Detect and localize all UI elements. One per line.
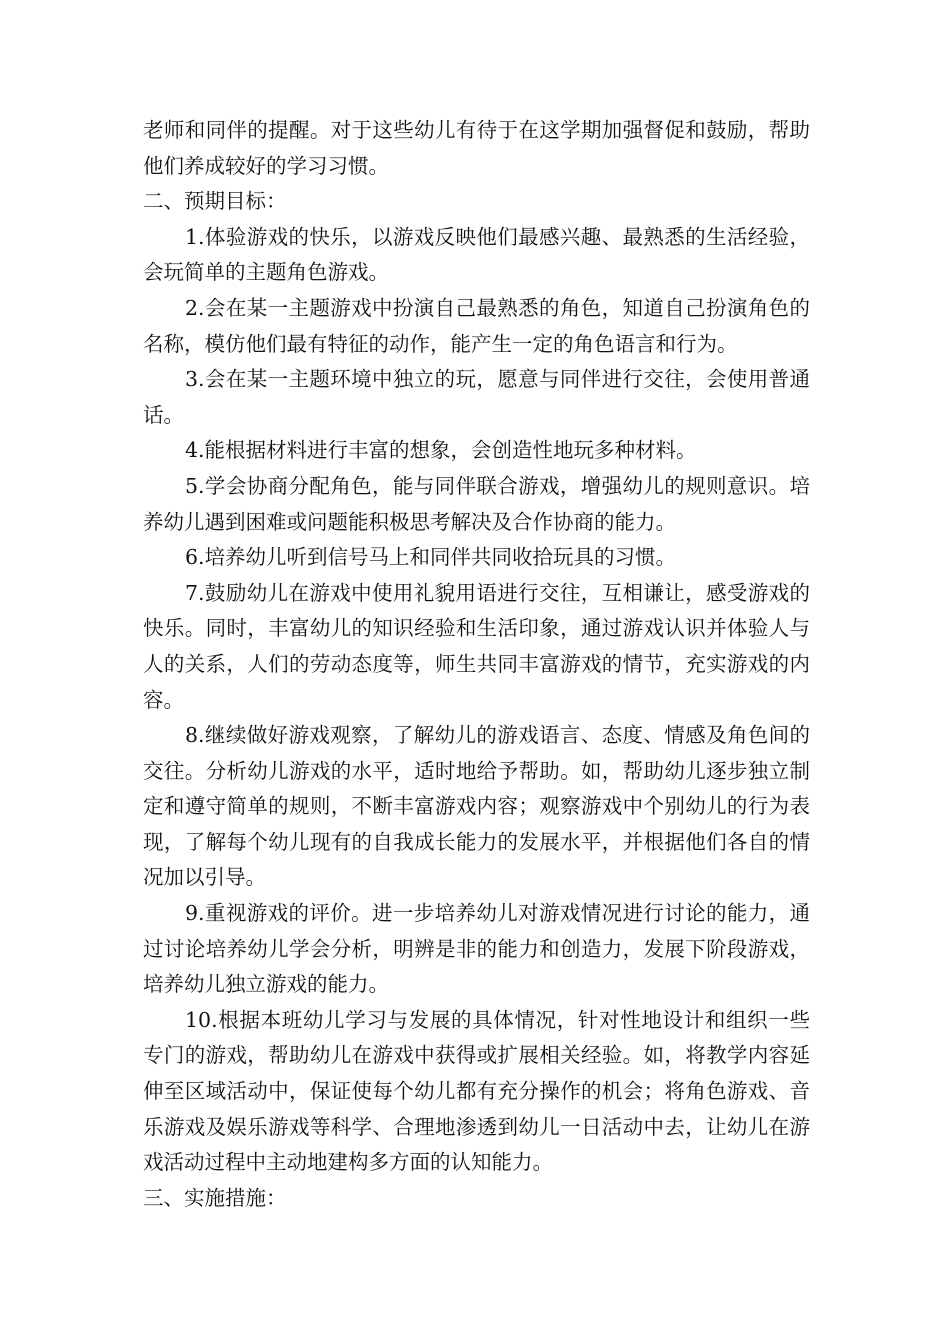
goal-item-9: 9.重视游戏的评价。进一步培养幼儿对游戏情况进行讨论的能力，通过讨论培养幼儿学会分析，明辨是非的能力和创造力，发展下阶段游戏，培养幼儿独立游戏的能力。 (143, 901, 810, 997)
goal-item-6: 6.培养幼儿听到信号马上和同伴共同收拾玩具的习惯。 (185, 545, 677, 570)
goal-item-5: 5.学会协商分配角色，能与同伴联合游戏，增强幼儿的规则意识。培养幼儿遇到困难或问题能积极思考解决及合作协商的能力。 (143, 473, 810, 534)
goal-item-3: 3.会在某一主题环境中独立的玩，愿意与同伴进行交往，会使用普通话。 (143, 367, 810, 427)
goal-item-4: 4.能根据材料进行丰富的想象，会创造性地玩多种材料。 (185, 438, 697, 463)
goal-item-1: 1.体验游戏的快乐，以游戏反映他们最感兴趣、最熟悉的生活经验，会玩简单的主题角色游戏。 (143, 224, 810, 285)
section-heading-measures: 三、实施措施： (143, 1185, 287, 1210)
goal-item-10: 10.根据本班幼儿学习与发展的具体情况，针对性地设计和组织一些专门的游戏，帮助幼儿在游戏中获得或扩展相关经验。如，将教学内容延伸至区域活动中，保证使每个幼儿都有充分操作的机会；将角色游戏、音乐游戏及娱乐游戏等科学、合理地渗透到幼儿一日活动中去，让幼儿在游戏活动过程中主动地建构多方面的认知能力。 (143, 1007, 810, 1175)
continuation-paragraph: 老师和同伴的提醒。对于这些幼儿有待于在这学期加强督促和鼓励，帮助他们养成较好的学习习惯。 (143, 118, 810, 178)
document-page (143, 113, 810, 1216)
goal-item-2: 2.会在某一主题游戏中扮演自己最熟悉的角色，知道自己扮演角色的名称，模仿他们最有特征的动作，能产生一定的角色语言和行为。 (143, 295, 810, 356)
section-heading-goals: 二、预期目标： (143, 189, 287, 214)
goal-item-7: 7.鼓励幼儿在游戏中使用礼貌用语进行交往，互相谦让，感受游戏的快乐。同时，丰富幼儿的知识经验和生活印象，通过游戏认识并体验人与人的关系，人们的劳动态度等，师生共同丰富游戏的情节，充实游戏的内容。 (143, 580, 810, 712)
goal-item-8: 8.继续做好游戏观察，了解幼儿的游戏语言、态度、情感及角色间的交往。分析幼儿游戏的水平，适时地给予帮助。如，帮助幼儿逐步独立制定和遵守简单的规则，不断丰富游戏内容；观察游戏中个别幼儿的行为表现，了解每个幼儿现有的自我成长能力的发展水平，并根据他们各自的情况加以引导。 (143, 723, 810, 890)
